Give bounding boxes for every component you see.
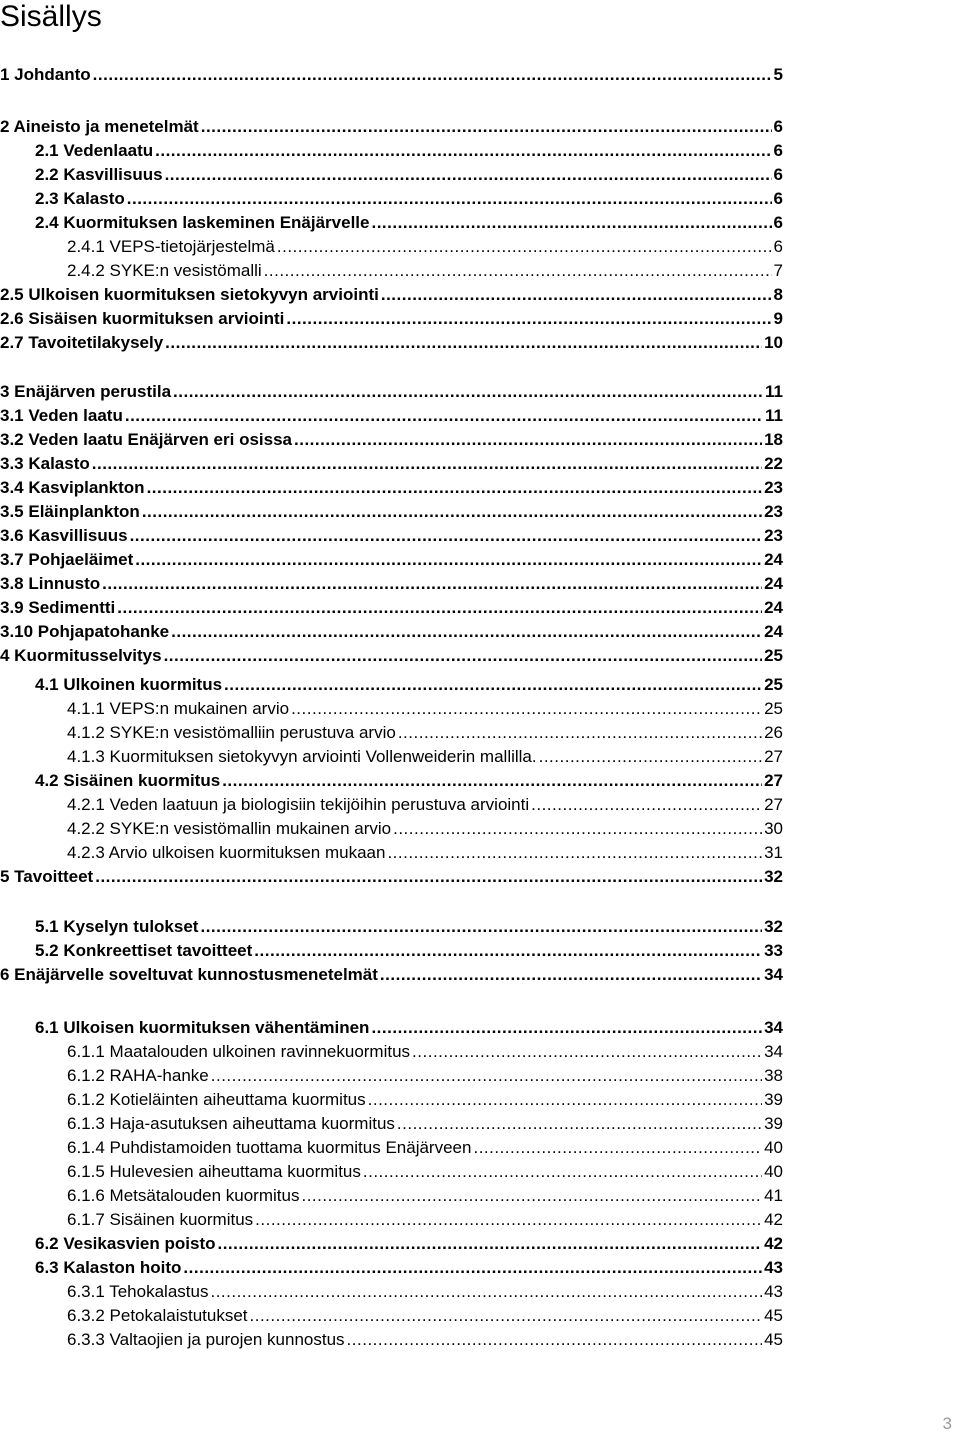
dot-leader (412, 1040, 762, 1064)
toc-entry-title: 3.2 Veden laatu Enäjärven eri osissa (0, 430, 292, 449)
toc-entry-title: 4.2.1 Veden laatuun ja biologisiin tekijöihin perustuva arviointi (67, 795, 530, 814)
toc-entry[interactable] (0, 673, 783, 697)
dot-leader (368, 1088, 762, 1112)
toc-entry-title: 4.1.1 VEPS:n mukainen arvio (67, 699, 290, 718)
toc-entry-page: 23 (764, 478, 783, 497)
dot-leader (286, 307, 771, 331)
dot-leader (142, 500, 762, 524)
dot-leader (165, 163, 772, 187)
toc-entry[interactable] (0, 793, 783, 817)
dot-leader (127, 187, 772, 211)
toc-entry-title: 3.3 Kalasto (0, 454, 90, 473)
toc-entry-page: 31 (764, 843, 783, 862)
dot-leader (380, 963, 762, 987)
dot-leader (264, 259, 772, 283)
toc-entry-page: 42 (764, 1210, 783, 1229)
dot-leader (173, 380, 763, 404)
dot-leader (539, 745, 762, 769)
toc-entry-page: 40 (764, 1138, 783, 1157)
toc-entry[interactable] (0, 187, 783, 211)
toc-entry[interactable] (0, 1256, 783, 1280)
toc-entry-page: 43 (764, 1282, 783, 1301)
toc-entry-page: 24 (764, 550, 783, 569)
toc-entry-page: 27 (764, 795, 783, 814)
dot-leader (277, 235, 772, 259)
toc-entry[interactable] (0, 915, 783, 939)
toc-entry-page: 45 (764, 1330, 783, 1349)
toc-entry-page: 34 (764, 965, 783, 984)
toc-entry[interactable] (0, 1280, 783, 1304)
dot-leader (92, 452, 762, 476)
toc-entry[interactable] (0, 500, 783, 524)
dot-leader (95, 865, 762, 889)
toc-entry[interactable] (0, 769, 783, 793)
toc-entry-page: 11 (765, 382, 783, 401)
toc-entry[interactable] (0, 452, 783, 476)
toc-entry-title: 2.3 Kalasto (35, 189, 125, 208)
toc-entry-title: 3.9 Sedimentti (0, 598, 116, 617)
toc-entry-page: 24 (764, 598, 783, 617)
toc-entry-title: 6.3.3 Valtaojien ja purojen kunnostus (67, 1330, 345, 1349)
toc-entry-title: 6.1.5 Hulevesien aiheuttama kuormitus (67, 1162, 361, 1181)
toc-entry-page: 5 (773, 65, 783, 84)
toc-entry[interactable] (0, 139, 783, 163)
page-number: 3 (942, 1414, 952, 1433)
toc-entry-page: 40 (764, 1162, 783, 1181)
dot-leader (200, 915, 762, 939)
toc-entry-title: 5 Tavoitteet (0, 867, 94, 886)
toc-entry[interactable] (0, 644, 783, 668)
toc-entry-page: 32 (764, 917, 783, 936)
toc-entry-title: 2.4.1 VEPS-tietojärjestelmä (67, 237, 275, 256)
toc-entry[interactable] (0, 1136, 783, 1160)
toc-entry-page: 6 (773, 213, 783, 232)
toc-entry-title: 4.2.2 SYKE:n vesistömallin mukainen arvio (67, 819, 392, 838)
toc-entry-title: 3.6 Kasvillisuus (0, 526, 128, 545)
toc-entry-title: 6.1 Ulkoisen kuormituksen vähentäminen (35, 1018, 370, 1037)
toc-entry-page: 8 (773, 285, 783, 304)
toc-entry[interactable] (0, 211, 783, 235)
dot-leader (117, 596, 762, 620)
dot-leader (250, 1304, 763, 1328)
toc-entry-title: 5.2 Konkreettiset tavoitteet (35, 941, 253, 960)
toc-entry[interactable] (0, 841, 783, 865)
toc-entry[interactable] (0, 1208, 783, 1232)
dot-leader (125, 404, 763, 428)
toc-entry-title: 2.6 Sisäisen kuormituksen arviointi (0, 309, 285, 328)
toc-entry-page: 6 (773, 237, 783, 256)
toc-entry-page: 6 (773, 165, 783, 184)
dot-leader (531, 793, 762, 817)
dot-leader (130, 524, 763, 548)
dot-leader (397, 1112, 762, 1136)
toc-entry-page: 41 (764, 1186, 783, 1205)
toc-entry-page: 9 (773, 309, 783, 328)
toc-entry-page: 24 (764, 622, 783, 641)
toc-entry-title: 6.1.3 Haja-asutuksen aiheuttama kuormitus (67, 1114, 395, 1133)
dot-leader (294, 428, 762, 452)
dot-leader (201, 115, 772, 139)
toc-entry-title: 6.3.1 Tehokalastus (67, 1282, 209, 1301)
toc-entry[interactable] (0, 428, 783, 452)
dot-leader (164, 644, 763, 668)
dot-leader (147, 476, 763, 500)
toc-entry-title: 1 Johdanto (0, 65, 91, 84)
toc-entry[interactable] (0, 235, 783, 259)
toc-entry-title: 2.1 Vedenlaatu (35, 141, 154, 160)
toc-entry[interactable] (0, 476, 783, 500)
toc-entry-page: 6 (773, 189, 783, 208)
toc-entry[interactable] (0, 620, 783, 644)
toc-entry[interactable] (0, 939, 783, 963)
dot-leader (398, 721, 762, 745)
toc-entry[interactable] (0, 596, 783, 620)
dot-leader (135, 548, 762, 572)
toc-entry-title: 4.1.3 Kuormituksen sietokyvyn arviointi Vollenweiderin mallilla. (67, 747, 537, 766)
toc-entry-page: 34 (764, 1042, 783, 1061)
toc-entry-page: 23 (764, 502, 783, 521)
toc-entry[interactable] (0, 1040, 783, 1064)
toc-entry-page: 10 (764, 333, 783, 352)
toc-entry-page: 7 (773, 261, 783, 280)
dot-leader (473, 1136, 762, 1160)
toc-entry-title: 3 Enäjärven perustila (0, 382, 172, 401)
toc-entry[interactable] (0, 1304, 783, 1328)
toc-entry-page: 25 (764, 646, 783, 665)
toc-entry[interactable] (0, 259, 783, 283)
toc-entry-title: 2.7 Tavoitetilakysely (0, 333, 164, 352)
toc-entry-title: 6.1.1 Maatalouden ulkoinen ravinnekuormitus (67, 1042, 411, 1061)
dot-leader (381, 283, 772, 307)
toc-entry-page: 43 (764, 1258, 783, 1277)
toc-entry-page: 39 (764, 1090, 783, 1109)
toc-entry-page: 6 (773, 141, 783, 160)
dot-leader (210, 1280, 762, 1304)
dot-leader (387, 841, 762, 865)
dot-leader (254, 939, 762, 963)
toc-entry-title: 3.10 Pohjapatohanke (0, 622, 170, 641)
toc-entry-title: 4 Kuormitusselvitys (0, 646, 162, 665)
toc-entry-title: 6.3 Kalaston hoito (35, 1258, 182, 1277)
toc-entry-title: 6.2 Vesikasvien poisto (35, 1234, 216, 1253)
toc-entry-page: 26 (764, 723, 783, 742)
toc-entry-title: 4.1.2 SYKE:n vesistömalliin perustuva arvio (67, 723, 396, 742)
toc-entry-title: 2.5 Ulkoisen kuormituksen sietokyvyn arviointi (0, 285, 379, 304)
toc-entry-title: 6.1.7 Sisäinen kuormitus (67, 1210, 254, 1229)
toc-entry-page: 11 (765, 406, 783, 425)
toc-entry[interactable] (0, 745, 783, 769)
toc-entry-title: 4.2.3 Arvio ulkoisen kuormituksen mukaan (67, 843, 386, 862)
toc-entry[interactable] (0, 1016, 783, 1040)
dot-leader (347, 1328, 763, 1352)
toc-entry[interactable] (0, 331, 783, 355)
toc-entry-title: 6.1.2 RAHA-hanke (67, 1066, 209, 1085)
toc-entry[interactable] (0, 524, 783, 548)
toc-entry-title: 3.7 Pohjaeläimet (0, 550, 134, 569)
toc-entry-title: 3.1 Veden laatu (0, 406, 123, 425)
toc-entry-page: 27 (764, 771, 783, 790)
toc-entry[interactable] (0, 1184, 783, 1208)
toc-entry[interactable] (0, 380, 783, 404)
toc-entry-title: 6.1.4 Puhdistamoiden tuottama kuormitus Enäjärveen (67, 1138, 472, 1157)
toc-entry-title: 6.3.2 Petokalaistutukset (67, 1306, 248, 1325)
toc-entry-page: 25 (764, 675, 783, 694)
toc-entry-page: 32 (764, 867, 783, 886)
toc-entry-title: 2.4 Kuormituksen laskeminen Enäjärvelle (35, 213, 370, 232)
toc-entry[interactable] (0, 163, 783, 187)
toc-entry-title: 2.2 Kasvillisuus (35, 165, 163, 184)
toc-entry-page: 25 (764, 699, 783, 718)
toc-entry[interactable] (0, 865, 783, 889)
toc-entry[interactable] (0, 1232, 783, 1256)
dot-leader (102, 572, 762, 596)
dot-leader (222, 769, 762, 793)
toc-entry[interactable] (0, 1328, 783, 1352)
toc-entry-page: 27 (764, 747, 783, 766)
toc-entry[interactable] (0, 572, 783, 596)
toc-entry-page: 6 (773, 117, 783, 136)
toc-entry-page: 39 (764, 1114, 783, 1133)
toc-entry-page: 18 (764, 430, 783, 449)
toc-entry-title: 3.4 Kasviplankton (0, 478, 145, 497)
page-title: Sisällys (0, 0, 102, 33)
dot-leader (255, 1208, 762, 1232)
toc-entry-title: 6.1.2 Kotieläinten aiheuttama kuormitus (67, 1090, 366, 1109)
toc-entry-page: 33 (764, 941, 783, 960)
toc-entry[interactable] (0, 404, 783, 428)
toc-entry[interactable] (0, 1088, 783, 1112)
toc-entry-title: 4.2 Sisäinen kuormitus (35, 771, 221, 790)
toc-entry[interactable] (0, 963, 783, 987)
dot-leader (211, 1064, 762, 1088)
dot-leader (371, 211, 771, 235)
toc-entry[interactable] (0, 283, 783, 307)
dot-leader (171, 620, 762, 644)
dot-leader (371, 1016, 762, 1040)
toc-entry[interactable] (0, 697, 783, 721)
toc-entry-title: 2.4.2 SYKE:n vesistömalli (67, 261, 262, 280)
toc-entry[interactable] (0, 1160, 783, 1184)
toc-entry-page: 23 (764, 526, 783, 545)
dot-leader (93, 63, 772, 87)
dot-leader (363, 1160, 762, 1184)
dot-leader (291, 697, 762, 721)
toc-entry-page: 38 (764, 1066, 783, 1085)
dot-leader (217, 1232, 762, 1256)
toc-entry[interactable] (0, 307, 783, 331)
toc-entry-title: 2 Aineisto ja menetelmät (0, 117, 199, 136)
toc-entry-page: 45 (764, 1306, 783, 1325)
toc-entry[interactable] (0, 115, 783, 139)
toc-entry[interactable] (0, 817, 783, 841)
dot-leader (393, 817, 762, 841)
toc-entry[interactable] (0, 1064, 783, 1088)
dot-leader (183, 1256, 762, 1280)
dot-leader (155, 139, 771, 163)
toc-entry[interactable] (0, 1112, 783, 1136)
toc-entry-page: 30 (764, 819, 783, 838)
toc-entry-title: 6 Enäjärvelle soveltuvat kunnostusmenetelmät (0, 965, 378, 984)
toc-entry-page: 42 (764, 1234, 783, 1253)
toc-entry-title: 6.1.6 Metsätalouden kuormitus (67, 1186, 300, 1205)
dot-leader (301, 1184, 762, 1208)
dot-leader (224, 673, 762, 697)
toc-entry-title: 3.8 Linnusto (0, 574, 101, 593)
toc-entry[interactable] (0, 721, 783, 745)
toc-entry[interactable] (0, 63, 783, 87)
toc-entry-page: 24 (764, 574, 783, 593)
toc-entry-title: 5.1 Kyselyn tulokset (35, 917, 199, 936)
toc-entry-page: 34 (764, 1018, 783, 1037)
toc-entry[interactable] (0, 548, 783, 572)
dot-leader (165, 331, 762, 355)
toc-entry-title: 3.5 Eläinplankton (0, 502, 140, 521)
toc-entry-page: 22 (764, 454, 783, 473)
toc-entry-title: 4.1 Ulkoinen kuormitus (35, 675, 223, 694)
